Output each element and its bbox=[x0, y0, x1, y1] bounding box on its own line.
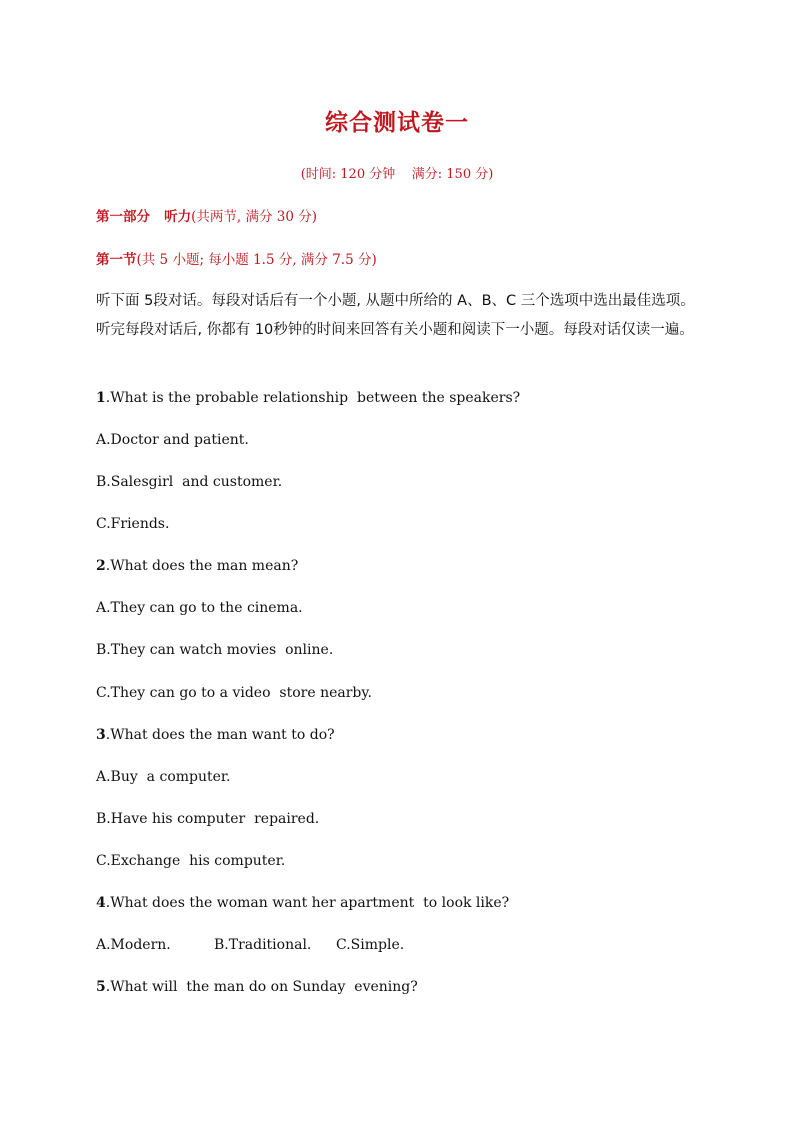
question-text: .What does the man mean? bbox=[105, 558, 299, 574]
listening-instructions: 听下面 5段对话。每段对话后有一个小题, 从题中所给的 A、B、C 三个选项中选出最佳选项。听完每段对话后, 你都有 10秒钟的时间来回答有关小题和阅读下一小题。每段对话仅读一遍。 bbox=[96, 293, 695, 338]
option-3b: B.Have his computer repaired. bbox=[96, 811, 320, 827]
section-title: 第一节 bbox=[96, 252, 137, 268]
question-number: 3 bbox=[96, 727, 106, 743]
part-heading bbox=[96, 205, 317, 225]
option-1a: A.Doctor and patient. bbox=[96, 432, 249, 448]
question-text: .What does the man want to do? bbox=[105, 727, 335, 743]
question-number: 4 bbox=[96, 895, 106, 911]
section-detail: (共 5 小题; 每小题 1.5 分, 满分 7.5 分) bbox=[136, 252, 377, 268]
option-3a: A.Buy a computer. bbox=[96, 769, 231, 785]
part-detail: (共两节, 满分 30 分) bbox=[191, 209, 317, 225]
question-3 bbox=[96, 727, 335, 743]
option-2c: C.They can go to a video store nearby. bbox=[96, 685, 372, 701]
option-1c: C.Friends. bbox=[96, 516, 170, 532]
question-4 bbox=[96, 895, 509, 911]
option-2a: A.They can go to the cinema. bbox=[96, 600, 303, 616]
exam-time-score: (时间: 120 分钟 满分: 150 分) bbox=[300, 167, 494, 182]
question-text: .What is the probable relationship between the speakers? bbox=[105, 390, 521, 406]
part-title: 第一部分 听力 bbox=[96, 209, 192, 225]
question-text: .What does the woman want her apartment to look like? bbox=[105, 895, 510, 911]
option-4a: A.Modern. bbox=[96, 937, 171, 953]
page-title: 综合测试卷一 bbox=[325, 110, 469, 136]
option-3c: C.Exchange his computer. bbox=[96, 853, 286, 869]
question-2 bbox=[96, 558, 298, 574]
question-number: 2 bbox=[96, 558, 106, 574]
option-4c: C.Simple. bbox=[336, 937, 405, 953]
question-1 bbox=[96, 390, 520, 406]
option-2b: B.They can watch movies online. bbox=[96, 642, 334, 658]
option-1b: B.Salesgirl and customer. bbox=[96, 474, 283, 490]
question-number: 5 bbox=[96, 979, 106, 995]
option-4b: B.Traditional. bbox=[214, 937, 312, 953]
section-heading bbox=[96, 248, 377, 268]
question-5 bbox=[96, 979, 418, 995]
question-text: .What will the man do on Sunday evening? bbox=[105, 979, 418, 995]
question-number: 1 bbox=[96, 390, 106, 406]
